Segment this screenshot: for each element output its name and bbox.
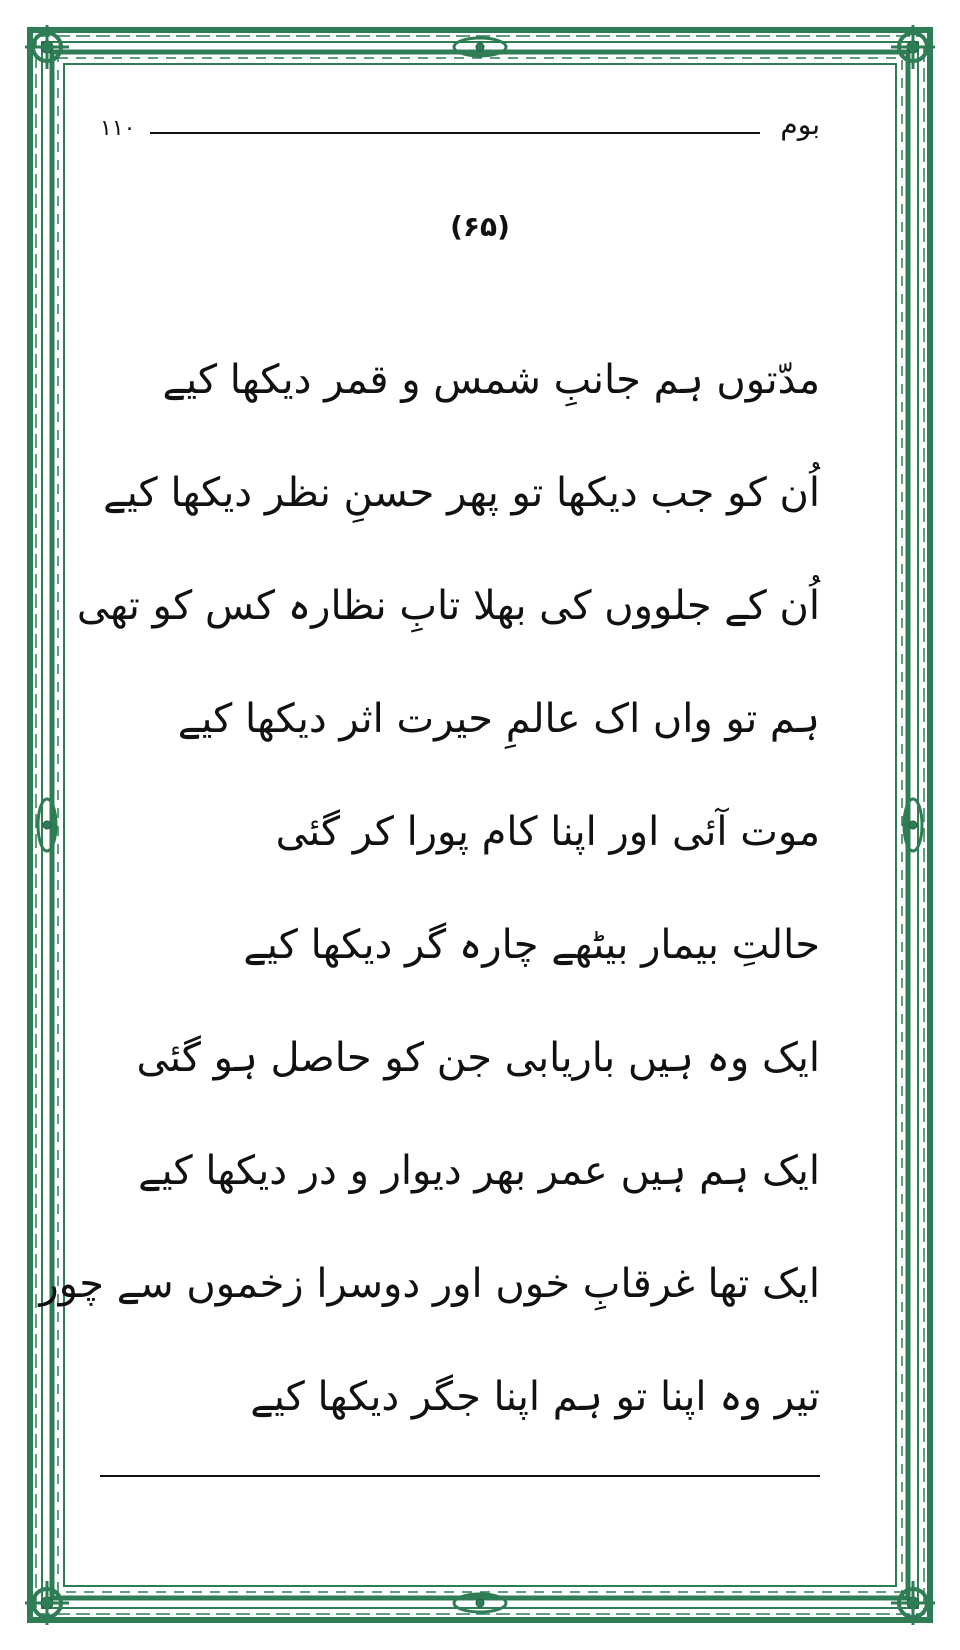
running-title: بوم bbox=[780, 108, 820, 141]
verse-line-1: مدّتوں ہم جانبِ شمس و قمر دیکھا کیے bbox=[162, 357, 820, 403]
verse-line-4: ہم تو واں اک عالمِ حیرت اثر دیکھا کیے bbox=[177, 696, 820, 742]
verse-line-10: تیر وہ اپنا تو ہم اپنا جگر دیکھا کیے bbox=[250, 1374, 820, 1420]
verse-line-9: ایک تھا غرقابِ خوں اور دوسرا زخموں سے چور bbox=[39, 1261, 820, 1307]
header-rule bbox=[150, 132, 760, 134]
verse-line-6: حالتِ بیمار بیٹھے چارہ گر دیکھا کیے bbox=[243, 922, 820, 968]
page-header bbox=[100, 108, 820, 148]
verse-line-2: اُن کو جب دیکھا تو پھر حسنِ نظر دیکھا کیے bbox=[103, 470, 820, 516]
footer-rule bbox=[100, 1475, 820, 1477]
verse-line-7: ایک وہ ہیں باریابی جن کو حاصل ہو گئی bbox=[136, 1035, 820, 1081]
verse-line-5: موت آئی اور اپنا کام پورا کر گئی bbox=[275, 809, 820, 855]
poem-number: (۶۵) bbox=[450, 210, 510, 243]
verse-line-3: اُن کے جلووں کی بھلا تابِ نظارہ کس کو تھی bbox=[76, 583, 820, 629]
page-number: ۱۱۰ bbox=[100, 116, 136, 141]
verse-line-8: ایک ہم ہیں عمر بھر دیوار و در دیکھا کیے bbox=[138, 1148, 820, 1194]
poem-body bbox=[39, 350, 820, 1480]
